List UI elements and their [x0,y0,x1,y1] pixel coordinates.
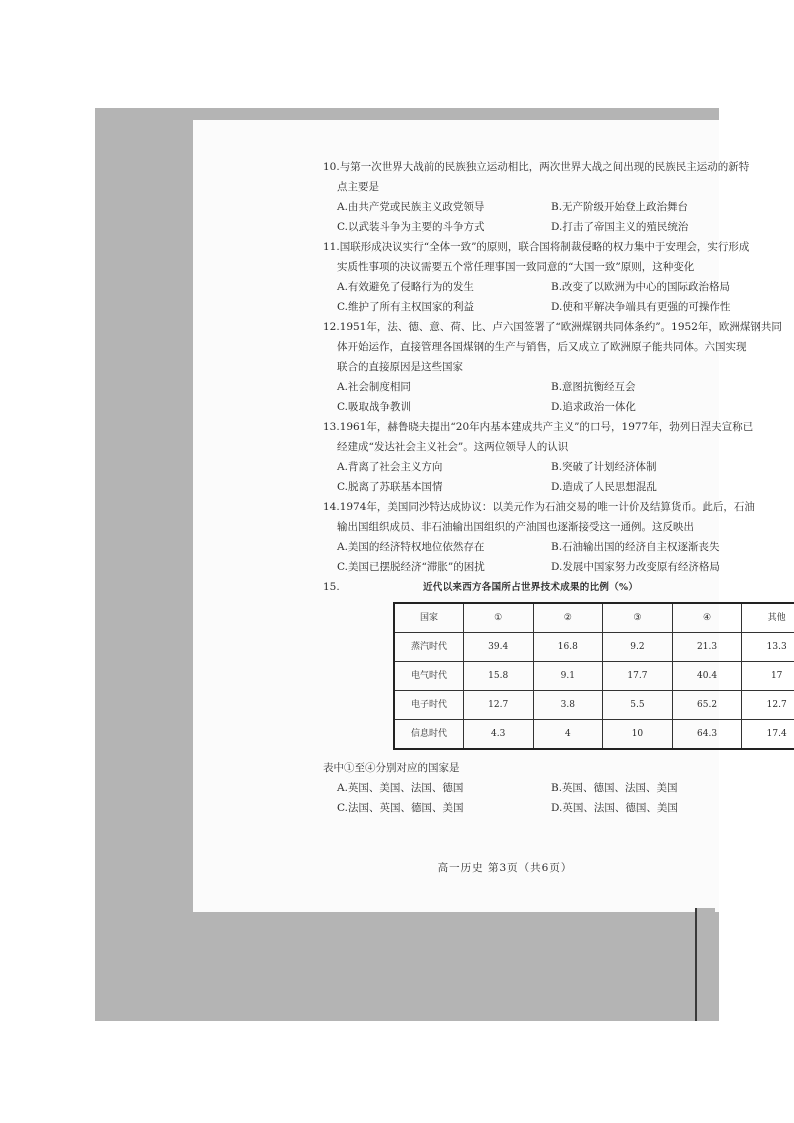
answer-options [323,778,794,818]
data-table [393,602,794,750]
question-number: 15. [323,581,340,593]
exam-content [323,157,794,818]
option-a: A.由共产党或民族主义政党领导 [337,201,485,213]
table-cell: 12.7 [742,691,794,720]
scanned-page-background [95,108,787,1021]
question-stem-continued: 点主要是 [337,181,379,193]
table-cell: 12.7 [463,691,533,720]
table-row [394,720,794,750]
table-cell: 13.3 [742,633,794,662]
header-cell: ③ [603,603,673,633]
table-cell: 15.8 [463,662,533,691]
option-c: C.美国已摆脱经济“滞胀”的困扰 [337,561,485,573]
answer-options [323,377,794,417]
table-cell: 21.3 [672,633,742,662]
question-stem: 12.1951年，法、德、意、荷、比、卢六国签署了“欧洲煤钢共同体条约”。1952年，欧洲煤钢共同 [323,321,782,333]
table-cell: 蒸汽时代 [394,633,463,662]
question-stem-continued: 联合的直接原因是这些国家 [337,361,463,373]
option-d: D.发展中国家努力改变原有经济格局 [551,561,720,573]
table-cell: 40.4 [672,662,742,691]
scan-edge [695,908,715,1021]
option-b: B.改变了以欧洲为中心的国际政治格局 [551,281,731,293]
table-cell: 3.8 [533,691,603,720]
question-15-header [323,577,794,598]
option-a: A.背离了社会主义方向 [337,461,443,473]
option-b: B.英国、德国、法国、美国 [551,782,678,794]
question-stem-continued: 输出国组织成员、非石油输出国组织的产油国也逐渐接受这一通例。这反映出 [337,521,694,533]
question-stem-continued: 经建成“发达社会主义社会”。这两位领导人的认识 [337,441,569,453]
option-b: B.意图抗衡经互会 [551,381,636,393]
header-cell: 国家 [394,603,463,633]
header-cell: ② [533,603,603,633]
answer-options [323,197,794,237]
table-cell: 5.5 [603,691,673,720]
table-row [394,633,794,662]
question-13 [323,417,794,497]
question-stem: 10.与第一次世界大战前的民族独立运动相比，两次世界大战之间出现的民族民主运动的新特 [323,161,750,173]
question-14 [323,497,794,577]
option-c: C.脱离了苏联基本国情 [337,481,443,493]
question-stem: 13.1961年，赫鲁晓夫提出“20年内基本建成共产主义”的口号，1977年，勃列日涅夫宣称已 [323,421,754,433]
table-cell: 65.2 [672,691,742,720]
question-stem: 11.国联形成决议实行“全体一致”的原则，联合国将制裁侵略的权力集中于安理会，实行形成 [323,241,750,253]
option-c: C.法国、英国、德国、美国 [337,802,464,814]
table-title: 近代以来西方各国所占世界技术成果的比例（%） [423,582,639,593]
option-d: D.追求政治一体化 [551,401,636,413]
option-c: C.吸取战争教训 [337,401,411,413]
table-cell: 17.4 [742,720,794,750]
table-cell: 64.3 [672,720,742,750]
page-footer: 高一历史 第3页（共6页） [437,862,573,874]
table-cell: 10 [603,720,673,750]
answer-options [323,457,794,497]
option-c: C.以武装斗争为主要的斗争方式 [337,221,485,233]
option-a: A.英国、美国、法国、德国 [337,782,464,794]
table-row [394,662,794,691]
option-d: D.英国、法国、德国、美国 [551,802,678,814]
table-cell: 电子时代 [394,691,463,720]
table-cell: 4.3 [463,720,533,750]
table-cell: 17.7 [603,662,673,691]
question-12 [323,317,794,417]
table-cell: 电气时代 [394,662,463,691]
header-cell: 其他 [742,603,794,633]
exam-paper [193,120,787,912]
question-prompt: 表中①至④分别对应的国家是 [323,762,460,774]
option-d: D.使和平解决争端具有更强的可操作性 [551,301,731,313]
question-15 [323,577,794,818]
table-cell: 信息时代 [394,720,463,750]
question-stem: 14.1974年，美国同沙特达成协议：以美元作为石油交易的唯一计价及结算货币。此后，石油 [323,501,755,513]
option-b: B.石油输出国的经济自主权逐渐丧失 [551,541,720,553]
option-a: A.美国的经济特权地位依然存在 [337,541,485,553]
option-a: A.社会制度相同 [337,381,411,393]
table-cell: 9.1 [533,662,603,691]
table-header-row [394,603,794,633]
option-c: C.维护了所有主权国家的利益 [337,301,474,313]
table-cell: 39.4 [463,633,533,662]
table-cell: 4 [533,720,603,750]
option-b: B.无产阶级开始登上政治舞台 [551,201,689,213]
header-cell: ① [463,603,533,633]
table-cell: 16.8 [533,633,603,662]
question-10 [323,157,794,237]
question-stem-continued: 体开始运作，直接管理各国煤钢的生产与销售，后又成立了欧洲原子能共同体。六国实现 [337,341,747,353]
table-row [394,691,794,720]
option-b: B.突破了计划经济体制 [551,461,657,473]
option-d: D.造成了人民思想混乱 [551,481,657,493]
answer-options [323,277,794,317]
table-cell: 9.2 [603,633,673,662]
answer-options [323,537,794,577]
header-cell: ④ [672,603,742,633]
table-cell: 17 [742,662,794,691]
option-d: D.打击了帝国主义的殖民统治 [551,221,689,233]
option-a: A.有效避免了侵略行为的发生 [337,281,474,293]
question-11 [323,237,794,317]
question-stem-continued: 实质性事项的决议需要五个常任理事国一致同意的“大国一致”原则，这种变化 [337,261,695,273]
